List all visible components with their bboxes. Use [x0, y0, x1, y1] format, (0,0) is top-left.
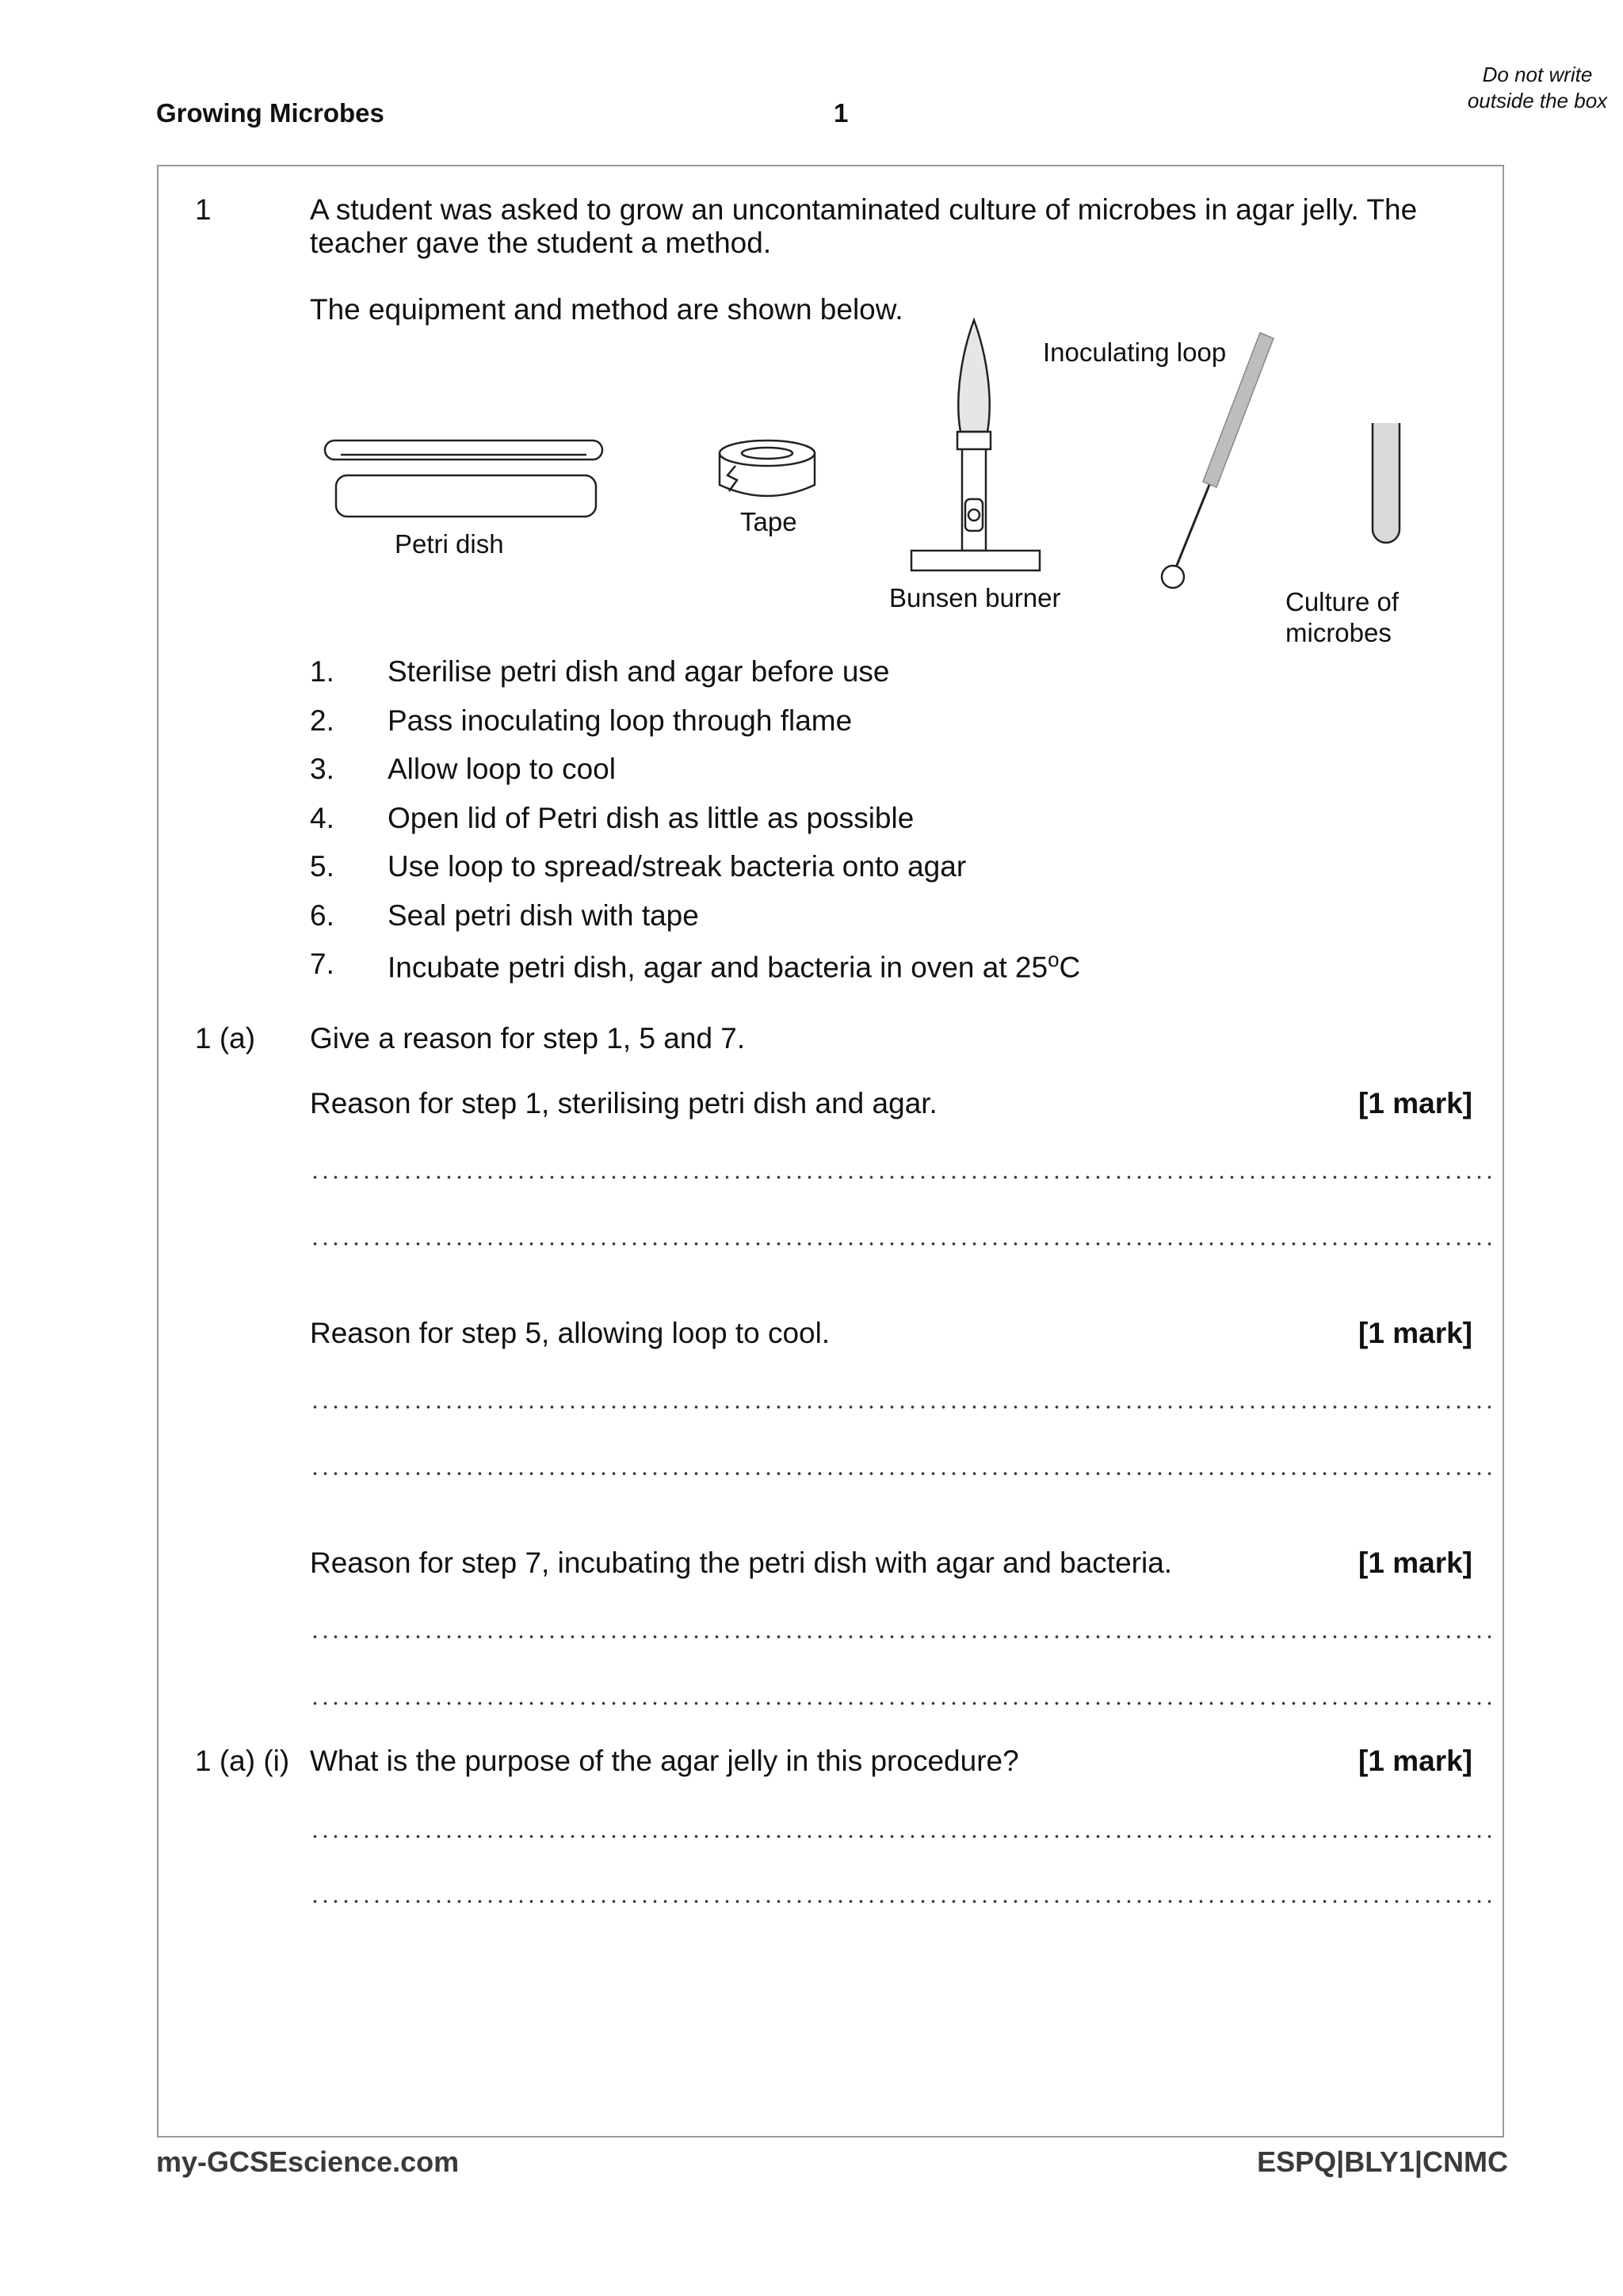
method-step-number: 2.	[310, 704, 334, 737]
page-title: Growing Microbes	[156, 98, 384, 128]
method-step-number: 3.	[310, 753, 334, 785]
petri-dish-label: Petri dish	[395, 529, 504, 559]
answer-line[interactable]	[310, 1472, 1491, 1475]
method-step-text	[388, 948, 1080, 984]
reason-step5-prompt: Reason for step 5, allowing loop to cool.	[310, 1317, 831, 1349]
equipment-intro: The equipment and method are shown below.	[310, 293, 903, 326]
mark-allocation: [1 mark]	[1358, 1745, 1472, 1777]
answer-line[interactable]	[310, 1702, 1491, 1705]
method-step-text: Allow loop to cool	[388, 753, 616, 785]
method-step-number: 4.	[310, 802, 334, 834]
question-number: 1	[195, 193, 212, 226]
inoculating-loop-drawing	[1162, 333, 1274, 588]
answer-line[interactable]	[310, 1900, 1491, 1903]
mark-allocation: [1 mark]	[1358, 1317, 1472, 1349]
part-ai-prompt: What is the purpose of the agar jelly in this procedure?	[310, 1745, 1019, 1777]
method-step-number: 1.	[310, 655, 334, 688]
tape-label: Tape	[740, 507, 797, 536]
method-step-text: Use loop to spread/streak bacteria onto agar	[388, 850, 967, 883]
bunsen-burner-label: Bunsen burner	[889, 583, 1061, 612]
question-intro-line2: teacher gave the student a method.	[310, 227, 772, 259]
answer-line[interactable]	[310, 1635, 1491, 1638]
answer-line[interactable]	[310, 1835, 1491, 1838]
degree-superscript: o	[1048, 948, 1060, 971]
reason-step7-prompt: Reason for step 7, incubating the petri dish with agar and bacteria.	[310, 1547, 1173, 1579]
page-number: 1	[834, 98, 849, 128]
reason-step1-prompt: Reason for step 1, sterilising petri dish and agar.	[310, 1087, 938, 1119]
question-intro-line1: A student was asked to grow an uncontaminated culture of microbes in agar jelly. The	[310, 193, 1418, 226]
margin-note: Do not write outside the box	[1467, 63, 1608, 113]
method-step-number: 7.	[310, 948, 334, 980]
part-ai-number: 1 (a) (i)	[195, 1745, 290, 1777]
answer-line[interactable]	[310, 1176, 1491, 1179]
culture-label-line2: microbes	[1285, 618, 1392, 647]
culture-label-line1: Culture of	[1285, 587, 1400, 616]
method-step-text: Pass inoculating loop through flame	[388, 704, 853, 737]
inoculating-loop-label: Inoculating loop	[1043, 338, 1227, 367]
method-step-number: 5.	[310, 850, 334, 883]
bunsen-burner-drawing	[911, 320, 1040, 570]
part-a-number: 1 (a)	[195, 1022, 256, 1055]
method-step-text: Open lid of Petri dish as little as possible	[388, 802, 915, 834]
culture-tube-drawing	[1373, 423, 1400, 543]
method-step-text: Sterilise petri dish and agar before use	[388, 655, 890, 688]
method-step-unit: C	[1059, 951, 1081, 984]
method-step-number: 6.	[310, 899, 334, 932]
petri-dish-drawing	[325, 441, 602, 517]
method-step-text: Seal petri dish with tape	[388, 899, 699, 932]
part-a-prompt: Give a reason for step 1, 5 and 7.	[310, 1022, 746, 1055]
mark-allocation: [1 mark]	[1358, 1547, 1472, 1579]
method-step-text-main: Incubate petri dish, agar and bacteria in oven at 25	[388, 951, 1048, 984]
tape-drawing	[720, 441, 815, 496]
answer-line[interactable]	[310, 1242, 1491, 1245]
mark-allocation: [1 mark]	[1358, 1087, 1472, 1119]
answer-line[interactable]	[310, 1405, 1491, 1409]
footer-site: my-GCSEscience.com	[156, 2145, 460, 2178]
footer-code: ESPQ|BLY1|CNMC	[1257, 2145, 1508, 2178]
